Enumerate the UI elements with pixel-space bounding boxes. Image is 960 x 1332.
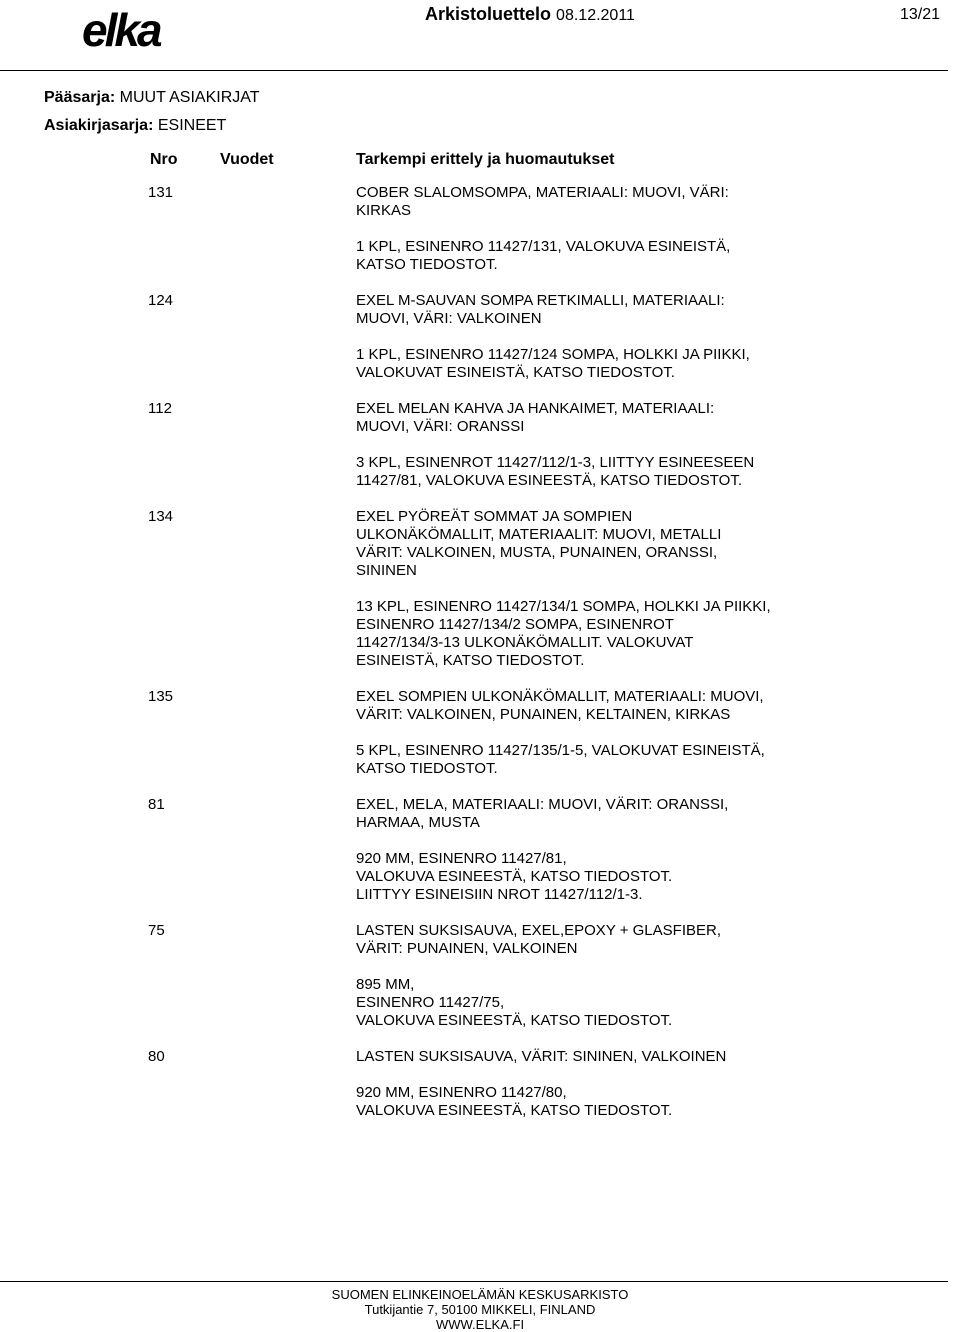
page-number: 13/21 [899, 6, 940, 23]
entry-note: 1 KPL, ESINENRO 11427/124 SOMPA, HOLKKI JA PIIKKI, VALOKUVAT ESINEISTÄ, KATSO TIEDOSTOT. [356, 346, 750, 381]
elka-logo-mark [80, 6, 200, 54]
list-item [0, 796, 960, 904]
entry-note: 13 KPL, ESINENRO 11427/134/1 SOMPA, HOLKKI JA PIIKKI, ESINENRO 11427/134/2 SOMPA, ESINENROT 11427/134/3-13 ULKONÄKÖMALLIT. VALOKUVAT ESINEISTÄ, KATSO TIEDOSTOT. [356, 598, 771, 669]
entry-number: 131 [148, 184, 174, 201]
entry-details [356, 508, 826, 670]
entry-number: 124 [148, 292, 174, 309]
entry-details [356, 184, 826, 274]
list-item [0, 184, 960, 274]
elka-logo [80, 6, 200, 54]
entry-note: 895 MM, ESINENRO 11427/75, VALOKUVA ESINEESTÄ, KATSO TIEDOSTOT. [356, 976, 673, 1029]
main-series [44, 89, 260, 107]
entry-details [356, 292, 826, 382]
list-item [0, 688, 960, 778]
footer-divider [0, 1281, 948, 1282]
entry-details [356, 922, 826, 1030]
entry-note: 3 KPL, ESINENROT 11427/112/1-3, LIITTYY ESINEESEEN 11427/81, VALOKUVA ESINEESTÄ, KATSO TIEDOSTOT. [356, 454, 755, 489]
entry-note: 920 MM, ESINENRO 11427/80, VALOKUVA ESINEESTÄ, KATSO TIEDOSTOT. [356, 1084, 673, 1119]
document-title: Arkistoluettelo [425, 4, 552, 24]
footer-web: WWW.ELKA.FI [435, 1317, 525, 1332]
entry-note: 5 KPL, ESINENRO 11427/135/1-5, VALOKUVAT ESINEISTÄ, KATSO TIEDOSTOT. [356, 742, 765, 777]
entry-note: 1 KPL, ESINENRO 11427/131, VALOKUVA ESINEISTÄ, KATSO TIEDOSTOT. [356, 238, 731, 273]
entry-number: 135 [148, 688, 174, 705]
column-header-details: Tarkempi erittely ja huomautukset [356, 151, 615, 168]
entry-details [356, 796, 826, 904]
main-series-label: Pääsarja: [44, 89, 116, 106]
list-item [0, 292, 960, 382]
entry-list [0, 184, 960, 1120]
list-item [0, 508, 960, 670]
footer-org: SUOMEN ELINKEINOELÄMÄN KESKUSARKISTO [331, 1287, 629, 1302]
entry-description: EXEL MELAN KAHVA JA HANKAIMET, MATERIAALI: MUOVI, VÄRI: ORANSSI [356, 400, 715, 435]
entry-details [356, 400, 826, 490]
document-series [44, 117, 226, 135]
entry-number: 75 [148, 922, 165, 939]
entry-note: 920 MM, ESINENRO 11427/81, VALOKUVA ESINEESTÄ, KATSO TIEDOSTOT. LIITTYY ESINEISIIN NROT 11427/112/1-3. [356, 850, 673, 903]
entry-description: EXEL M-SAUVAN SOMPA RETKIMALLI, MATERIAALI: MUOVI, VÄRI: VALKOINEN [356, 292, 725, 327]
main-series-value: MUUT ASIAKIRJAT [119, 89, 260, 106]
page-title [425, 4, 635, 25]
entry-description: EXEL SOMPIEN ULKONÄKÖMALLIT, MATERIAALI: MUOVI, VÄRIT: VALKOINEN, PUNAINEN, KELTAINEN, KIRKAS [356, 688, 764, 723]
entry-details [356, 688, 826, 778]
header-divider [0, 70, 948, 71]
list-item [0, 400, 960, 490]
document-date: 08.12.2011 [556, 7, 635, 24]
entry-description: COBER SLALOMSOMPA, MATERIAALI: MUOVI, VÄRI: KIRKAS [356, 184, 729, 219]
column-header-nro: Nro [150, 151, 178, 168]
entry-description: LASTEN SUKSISAUVA, VÄRIT: SININEN, VALKOINEN [356, 1048, 727, 1065]
document-series-value: ESINEET [157, 117, 227, 134]
entry-description: EXEL, MELA, MATERIAALI: MUOVI, VÄRIT: ORANSSI, HARMAA, MUSTA [356, 796, 729, 831]
footer-address: Tutkijantie 7, 50100 MIKKELI, FINLAND [364, 1302, 596, 1317]
entry-number: 81 [148, 796, 165, 813]
footer [0, 1287, 960, 1332]
entry-details [356, 1048, 826, 1120]
entry-description: EXEL PYÖREÄT SOMMAT JA SOMPIEN ULKONÄKÖMALLIT, MATERIAALIT: MUOVI, METALLI VÄRIT: VALKOINEN, MUSTA, PUNAINEN, ORANSSI, SININEN [356, 508, 722, 579]
list-item [0, 922, 960, 1030]
entry-number: 112 [148, 400, 172, 417]
entry-number: 80 [148, 1048, 165, 1065]
column-header-vuodet: Vuodet [220, 151, 274, 168]
entry-description: LASTEN SUKSISAUVA, EXEL,EPOXY + GLASFIBER, VÄRIT: PUNAINEN, VALKOINEN [356, 922, 722, 957]
logo-wordmark: elka [82, 6, 160, 54]
list-item [0, 1048, 960, 1120]
entry-number: 134 [148, 508, 174, 525]
document-series-label: Asiakirjasarja: [44, 117, 154, 134]
